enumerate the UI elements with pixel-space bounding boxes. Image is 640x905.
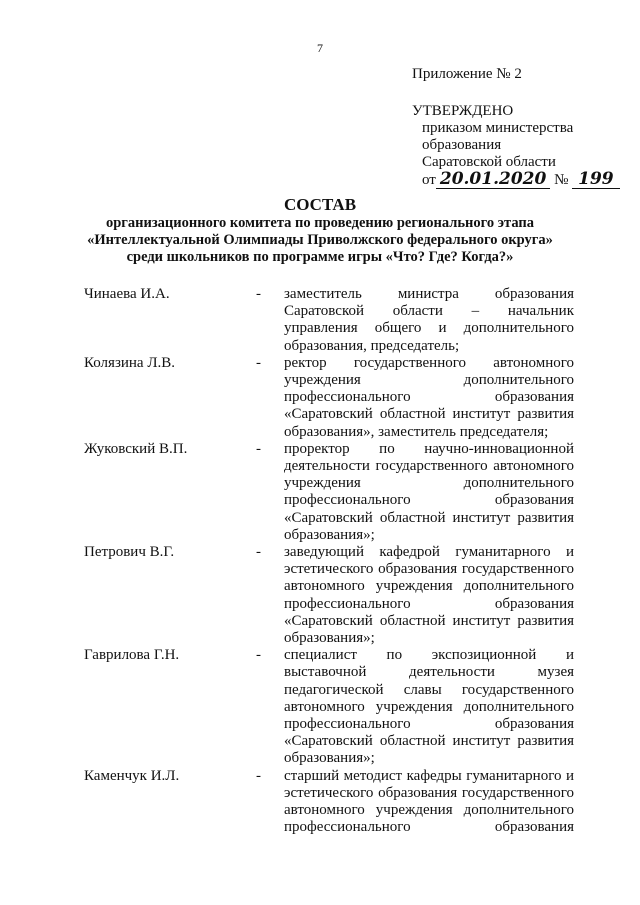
member-name: Колязина Л.В. [84, 354, 176, 371]
member-entry [84, 441, 584, 544]
member-description: заведующий кафедрой гуманитарного и эстетического образования государственного автономного учреждения дополнительного профессионального образования «Саратовский областной институт развития образования»; [284, 544, 574, 647]
member-name: Жуковский В.П. [84, 440, 188, 457]
page-number: 7 [317, 41, 323, 55]
document-heading [0, 195, 640, 266]
member-entry [84, 544, 584, 647]
member-description: проректор по научно-инновационной деятельности государственного автономного учреждения дополнительного профессионального образования «Саратовский областной институт развития образования»; [284, 440, 574, 543]
member-description: ректор государственного автономного учреждения дополнительного профессионального образования «Саратовский областной институт развития образования», заместитель председателя; [284, 354, 574, 440]
member-name: Каменчук И.Л. [84, 767, 180, 784]
appendix-label: Приложение № 2 [412, 66, 522, 82]
approved-label: УТВЕРЖДЕНО [412, 103, 514, 119]
member-name: Петрович В.Г. [84, 544, 175, 561]
committee-roster [84, 286, 584, 837]
member-dash: - [256, 440, 261, 457]
heading-title: СОСТАВ [283, 195, 357, 214]
from-label: от [422, 172, 436, 188]
member-dash: - [256, 647, 261, 664]
member-dash: - [256, 767, 261, 784]
member-name: Чинаева И.А. [84, 286, 170, 302]
heading-line: среди школьников по программе игры «Что? Где? Когда?» [126, 249, 514, 265]
member-dash: - [256, 544, 261, 561]
heading-line: организационного комитета по проведению регионального этапа [105, 215, 534, 231]
number-label: № [554, 172, 569, 188]
member-description: старший методист кафедры гуманитарного и эстетического образования государственного автономного учреждения дополнительного профессионального образования [284, 767, 574, 836]
heading-line: «Интеллектуальной Олимпиады Приволжского федерального округа» [87, 232, 553, 248]
member-description: заместитель министра образования Саратовской области – начальник управления общего и дополнительного образования, председатель; [284, 286, 574, 354]
member-entry [84, 647, 584, 767]
member-entry [84, 768, 584, 837]
member-dash: - [256, 286, 261, 302]
member-entry [84, 355, 584, 441]
member-description: специалист по экспозиционной и выставочной деятельности музея педагогической славы государственного автономного учреждения дополнительного профессионального образования «Саратовский областной институт развития образования»; [284, 647, 574, 767]
approval-block [412, 66, 620, 189]
member-dash: - [256, 354, 261, 371]
approval-line: приказом министерства [422, 120, 574, 136]
approval-line: образования [422, 137, 502, 153]
member-name: Гаврилова Г.Н. [84, 647, 180, 664]
handwritten-date: 20.01.2020 [436, 171, 550, 189]
order-date-line [412, 171, 620, 189]
member-entry [84, 286, 584, 355]
approval-line: Саратовской области [422, 154, 556, 170]
handwritten-number: 199 [572, 171, 620, 189]
